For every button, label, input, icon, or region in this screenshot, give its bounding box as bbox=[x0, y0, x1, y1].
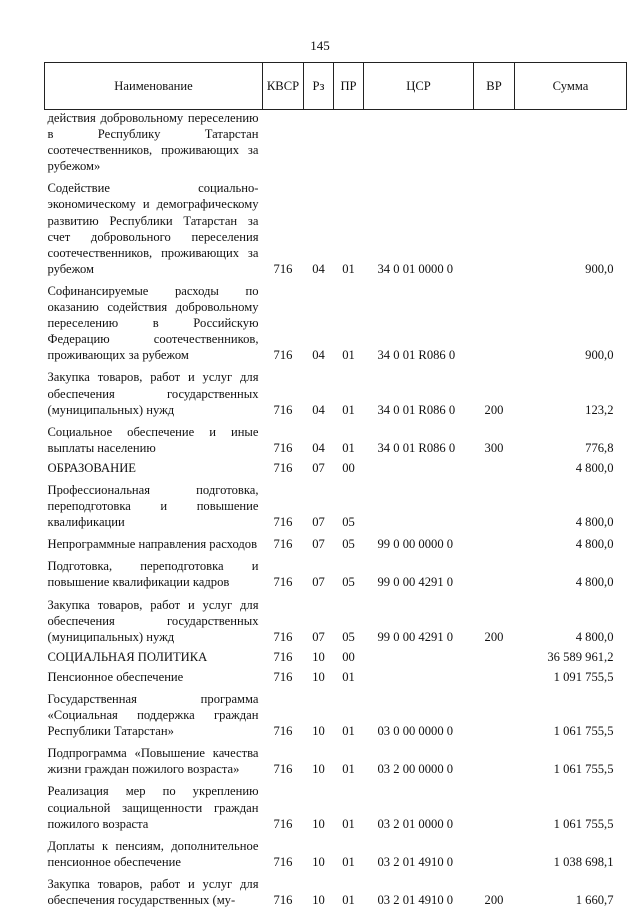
cell-csr: 34 0 01 R086 0 bbox=[364, 365, 474, 419]
cell-csr bbox=[364, 647, 474, 667]
cell-rz: 07 bbox=[304, 458, 334, 478]
table-row bbox=[45, 687, 627, 741]
cell-pr: 01 bbox=[334, 687, 364, 741]
cell-vr: 200 bbox=[474, 365, 515, 419]
cell-csr: 03 2 01 4910 0 bbox=[364, 834, 474, 872]
header-csr: ЦСР bbox=[364, 63, 474, 110]
table-header-row bbox=[45, 63, 627, 110]
cell-name: Закупка товаров, работ и услуг для обеспечения государственных (муниципальных) нужд bbox=[45, 593, 263, 647]
cell-pr: 01 bbox=[334, 176, 364, 279]
cell-sum: 36 589 961,2 bbox=[515, 647, 627, 667]
cell-vr bbox=[474, 779, 515, 833]
cell-sum: 4 800,0 bbox=[515, 554, 627, 592]
table-row bbox=[45, 532, 627, 554]
cell-pr bbox=[334, 110, 364, 177]
cell-csr: 99 0 00 0000 0 bbox=[364, 532, 474, 554]
cell-vr: 200 bbox=[474, 593, 515, 647]
cell-vr: 300 bbox=[474, 420, 515, 458]
cell-vr bbox=[474, 110, 515, 177]
cell-sum bbox=[515, 110, 627, 177]
table-row bbox=[45, 420, 627, 458]
table-row bbox=[45, 741, 627, 779]
cell-sum: 1 038 698,1 bbox=[515, 834, 627, 872]
cell-name: Непрограммные направления расходов bbox=[45, 532, 263, 554]
cell-vr bbox=[474, 834, 515, 872]
cell-sum: 4 800,0 bbox=[515, 478, 627, 532]
cell-name: Софинансируемые расходы по оказанию содействия добровольному переселению в Российскую Федерацию соотечественников, проживающих за рубежом bbox=[45, 279, 263, 365]
cell-kvsr: 716 bbox=[263, 834, 304, 872]
cell-sum: 4 800,0 bbox=[515, 458, 627, 478]
cell-kvsr bbox=[263, 110, 304, 177]
header-vr: ВР bbox=[474, 63, 515, 110]
cell-pr: 01 bbox=[334, 872, 364, 910]
cell-kvsr: 716 bbox=[263, 872, 304, 910]
cell-kvsr: 716 bbox=[263, 176, 304, 279]
cell-sum: 4 800,0 bbox=[515, 532, 627, 554]
table-row bbox=[45, 365, 627, 419]
cell-pr: 00 bbox=[334, 458, 364, 478]
page-number: 145 bbox=[0, 38, 640, 54]
cell-name: Закупка товаров, работ и услуг для обеспечения государственных (му- bbox=[45, 872, 263, 910]
cell-kvsr: 716 bbox=[263, 478, 304, 532]
cell-pr: 05 bbox=[334, 593, 364, 647]
table-row bbox=[45, 593, 627, 647]
cell-vr: 200 bbox=[474, 872, 515, 910]
cell-csr: 34 0 01 0000 0 bbox=[364, 176, 474, 279]
cell-sum: 1 061 755,5 bbox=[515, 741, 627, 779]
table-row bbox=[45, 554, 627, 592]
cell-kvsr: 716 bbox=[263, 667, 304, 687]
cell-sum: 1 061 755,5 bbox=[515, 779, 627, 833]
cell-rz: 04 bbox=[304, 420, 334, 458]
cell-csr: 03 2 01 0000 0 bbox=[364, 779, 474, 833]
table-row bbox=[45, 458, 627, 478]
cell-rz: 10 bbox=[304, 872, 334, 910]
header-rz: Рз bbox=[304, 63, 334, 110]
budget-table bbox=[44, 62, 627, 910]
cell-vr bbox=[474, 532, 515, 554]
cell-kvsr: 716 bbox=[263, 554, 304, 592]
cell-csr: 99 0 00 4291 0 bbox=[364, 554, 474, 592]
cell-sum: 1 091 755,5 bbox=[515, 667, 627, 687]
cell-name: действия добровольному переселению в Республику Татарстан соотечественников, проживающих за рубежом» bbox=[45, 110, 263, 177]
cell-name: Реализация мер по укреплению социальной защищенности граждан пожилого возраста bbox=[45, 779, 263, 833]
cell-sum: 900,0 bbox=[515, 279, 627, 365]
cell-csr bbox=[364, 667, 474, 687]
header-pr: ПР bbox=[334, 63, 364, 110]
cell-kvsr: 716 bbox=[263, 458, 304, 478]
cell-vr bbox=[474, 687, 515, 741]
cell-pr: 01 bbox=[334, 365, 364, 419]
cell-csr: 99 0 00 4291 0 bbox=[364, 593, 474, 647]
cell-name: Подпрограмма «Повышение качества жизни граждан пожилого возраста» bbox=[45, 741, 263, 779]
cell-name: Доплаты к пенсиям, дополнительное пенсионное обеспечение bbox=[45, 834, 263, 872]
cell-kvsr: 716 bbox=[263, 779, 304, 833]
table-row bbox=[45, 779, 627, 833]
cell-pr: 01 bbox=[334, 834, 364, 872]
cell-csr bbox=[364, 110, 474, 177]
cell-pr: 05 bbox=[334, 554, 364, 592]
cell-sum: 1 061 755,5 bbox=[515, 687, 627, 741]
cell-name: Государственная программа «Социальная поддержка граждан Республики Татарстан» bbox=[45, 687, 263, 741]
cell-rz: 04 bbox=[304, 176, 334, 279]
cell-csr: 03 2 00 0000 0 bbox=[364, 741, 474, 779]
table-row bbox=[45, 872, 627, 910]
cell-rz: 10 bbox=[304, 647, 334, 667]
table-row bbox=[45, 176, 627, 279]
cell-kvsr: 716 bbox=[263, 420, 304, 458]
cell-rz: 04 bbox=[304, 279, 334, 365]
table-row bbox=[45, 667, 627, 687]
cell-sum: 1 660,7 bbox=[515, 872, 627, 910]
cell-rz: 07 bbox=[304, 554, 334, 592]
cell-pr: 01 bbox=[334, 779, 364, 833]
cell-name: Подготовка, переподготовка и повышение квалификации кадров bbox=[45, 554, 263, 592]
header-kvsr: КВСР bbox=[263, 63, 304, 110]
cell-name: Пенсионное обеспечение bbox=[45, 667, 263, 687]
header-name: Наименование bbox=[45, 63, 263, 110]
table-row bbox=[45, 834, 627, 872]
cell-pr: 05 bbox=[334, 532, 364, 554]
cell-rz: 07 bbox=[304, 478, 334, 532]
cell-vr bbox=[474, 647, 515, 667]
cell-rz: 10 bbox=[304, 741, 334, 779]
cell-name: Социальное обеспечение и иные выплаты населению bbox=[45, 420, 263, 458]
cell-name: Профессиональная подготовка, переподготовка и повышение квалификации bbox=[45, 478, 263, 532]
cell-csr bbox=[364, 458, 474, 478]
cell-kvsr: 716 bbox=[263, 532, 304, 554]
cell-sum: 776,8 bbox=[515, 420, 627, 458]
cell-kvsr: 716 bbox=[263, 593, 304, 647]
cell-csr: 34 0 01 R086 0 bbox=[364, 420, 474, 458]
cell-pr: 01 bbox=[334, 420, 364, 458]
cell-kvsr: 716 bbox=[263, 365, 304, 419]
table-row bbox=[45, 478, 627, 532]
cell-rz bbox=[304, 110, 334, 177]
table-row bbox=[45, 279, 627, 365]
cell-rz: 07 bbox=[304, 532, 334, 554]
cell-kvsr: 716 bbox=[263, 279, 304, 365]
cell-csr: 34 0 01 R086 0 bbox=[364, 279, 474, 365]
cell-rz: 04 bbox=[304, 365, 334, 419]
header-sum: Сумма bbox=[515, 63, 627, 110]
table-row bbox=[45, 110, 627, 177]
cell-csr: 03 2 01 4910 0 bbox=[364, 872, 474, 910]
cell-kvsr: 716 bbox=[263, 647, 304, 667]
cell-kvsr: 716 bbox=[263, 687, 304, 741]
cell-name: Закупка товаров, работ и услуг для обеспечения государственных (муниципальных) нужд bbox=[45, 365, 263, 419]
cell-pr: 01 bbox=[334, 667, 364, 687]
cell-csr bbox=[364, 478, 474, 532]
cell-rz: 10 bbox=[304, 687, 334, 741]
cell-vr bbox=[474, 741, 515, 779]
cell-vr bbox=[474, 478, 515, 532]
table-row bbox=[45, 647, 627, 667]
cell-rz: 10 bbox=[304, 834, 334, 872]
cell-vr bbox=[474, 279, 515, 365]
cell-vr bbox=[474, 458, 515, 478]
cell-vr bbox=[474, 667, 515, 687]
cell-name: Содействие социально-экономическому и демографическому развитию Республики Татарстан за счет добровольного переселения соотечественников, проживающих за рубежом bbox=[45, 176, 263, 279]
cell-pr: 05 bbox=[334, 478, 364, 532]
table-body bbox=[45, 110, 627, 910]
cell-pr: 00 bbox=[334, 647, 364, 667]
cell-sum: 900,0 bbox=[515, 176, 627, 279]
cell-vr bbox=[474, 176, 515, 279]
cell-rz: 10 bbox=[304, 667, 334, 687]
cell-sum: 4 800,0 bbox=[515, 593, 627, 647]
cell-kvsr: 716 bbox=[263, 741, 304, 779]
cell-name: ОБРАЗОВАНИЕ bbox=[45, 458, 263, 478]
cell-sum: 123,2 bbox=[515, 365, 627, 419]
cell-pr: 01 bbox=[334, 279, 364, 365]
cell-rz: 10 bbox=[304, 779, 334, 833]
cell-pr: 01 bbox=[334, 741, 364, 779]
cell-rz: 07 bbox=[304, 593, 334, 647]
cell-vr bbox=[474, 554, 515, 592]
cell-name: СОЦИАЛЬНАЯ ПОЛИТИКА bbox=[45, 647, 263, 667]
cell-csr: 03 0 00 0000 0 bbox=[364, 687, 474, 741]
